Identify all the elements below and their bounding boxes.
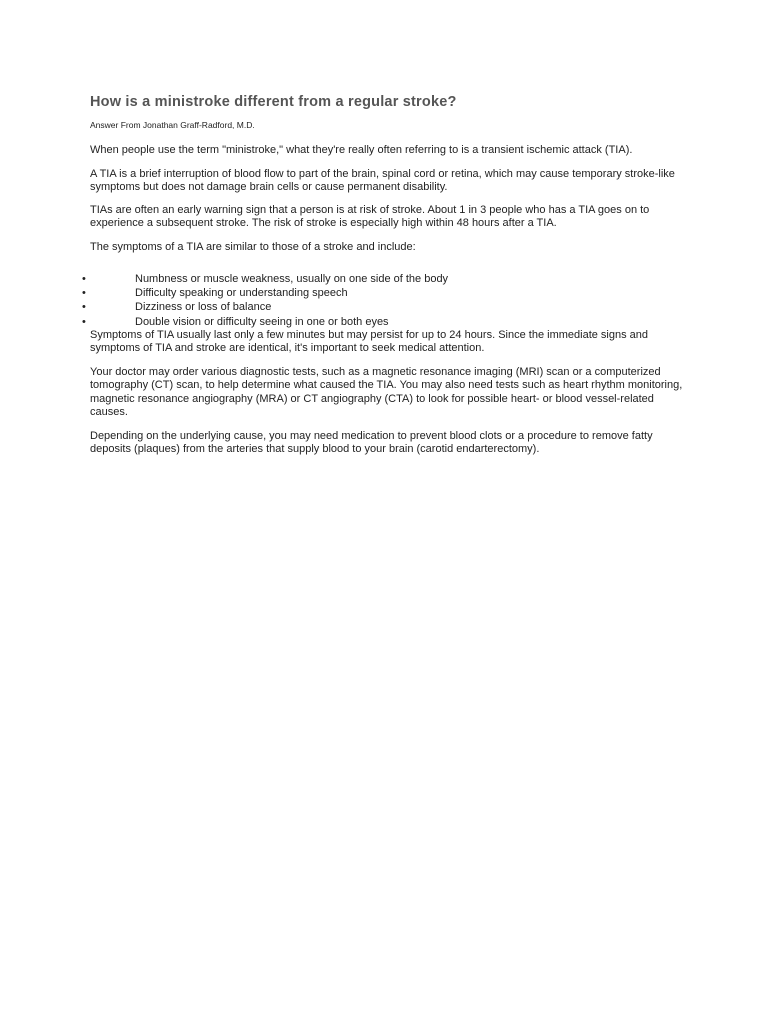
paragraph-tia-definition: A TIA is a brief interruption of blood flow to part of the brain, spinal cord or retina, which may cause temporary stroke-like symptoms but does not damage brain cells or cause permanent disability. <box>90 167 675 193</box>
bullet-icon: • <box>82 315 86 328</box>
paragraph-diagnostic-tests: Your doctor may order various diagnostic tests, such as a magnetic resonance imaging (MRI) scan or a computerized tomography (CT) scan, to help determine what caused the TIA. You may also need tests such as heart rhythm monitoring, magnetic resonance angiography (MRA) or CT angiography (CTA) to look for possible heart- or blood vessel-related causes. <box>90 365 683 419</box>
paragraph-intro: When people use the term "ministroke," what they're really often referring to is a transient ischemic attack (TIA). <box>90 144 633 156</box>
bullet-icon: • <box>82 301 86 314</box>
paragraph-treatment: Depending on the underlying cause, you may need medication to prevent blood clots or a procedure to remove fatty deposits (plaques) from the arteries that supply blood to your brain (carotid endarterectomy). <box>90 429 653 456</box>
list-item-text: Dizziness or loss of balance <box>135 301 272 314</box>
article <box>82 92 690 457</box>
list-item-text: Double vision or difficulty seeing in one or both eyes <box>135 315 389 328</box>
list-item <box>82 286 690 300</box>
article-byline: Answer From Jonathan Graff-Radford, M.D. <box>90 120 255 130</box>
list-item <box>82 315 690 329</box>
list-item <box>82 272 690 286</box>
paragraph-symptoms-intro: The symptoms of a TIA are similar to those of a stroke and include: <box>90 240 416 253</box>
paragraph-warning-sign: TIAs are often an early warning sign that a person is at risk of stroke. About 1 in 3 people who has a TIA goes on to experience a subsequent stroke. The risk of stroke is especially high within 48 hours after a TIA. <box>90 203 650 229</box>
list-item-text: Numbness or muscle weakness, usually on one side of the body <box>135 273 449 285</box>
article-title: How is a ministroke different from a regular stroke? <box>90 94 457 110</box>
bullet-icon: • <box>82 287 86 300</box>
list-item-text: Difficulty speaking or understanding speech <box>135 287 348 300</box>
bullet-icon: • <box>82 273 86 285</box>
symptoms-list <box>82 272 690 329</box>
list-item <box>82 300 690 314</box>
paragraph-duration: Symptoms of TIA usually last only a few minutes but may persist for up to 24 hours. Since the immediate signs and symptoms of TIA and stroke are identical, it's important to seek medical attention. <box>90 328 649 355</box>
